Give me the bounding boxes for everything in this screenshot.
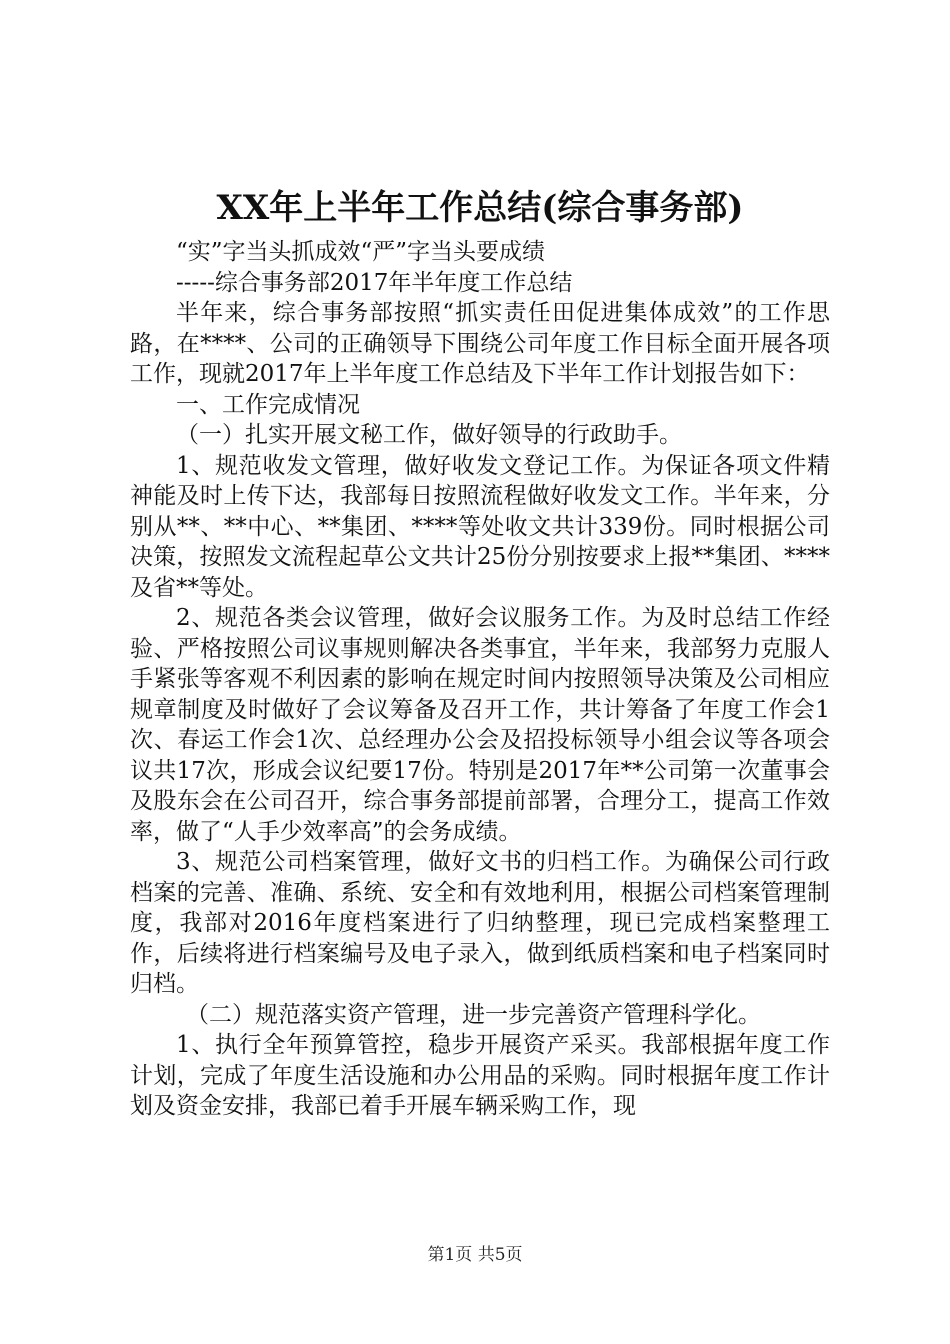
paragraph-item: 1、规范收发文管理，做好收发文登记工作。为保证各项文件精神能及时上传下达，我部每日按照流程做好收发文工作。半年来，分别从**、**中心、**集团、****等处收文共计339份。同时根据公司决策，按照发文流程起草公文共计25份分别按要求上报**集团、****及省**等处。 (130, 452, 830, 601)
document-body (130, 237, 830, 1122)
section-heading: 一、工作完成情况 (176, 391, 360, 418)
page-number-footer: 第1页 共5页 (427, 1245, 523, 1265)
subtitle-secondary: -----综合事务部2017年半年度工作总结 (176, 269, 573, 296)
paragraph-item: 2、规范各类会议管理，做好会议服务工作。为及时总结工作经验、严格按照公司议事规则解决各类事宜，半年来，我部努力克服人手紧张等客观不利因素的影响在规定时间内按照领导决策及公司相应规章制度及时做好了会议筹备及召开工作，共计筹备了年度工作会1次、春运工作会1次、总经理办公会及招投标领导小组会议等各项会议共17次，形成会议纪要17份。特别是2017年**公司第一次董事会及股东会在公司召开，综合事务部提前部署，合理分工，提高工作效率，做了“人手少效率高”的会务成绩。 (130, 605, 830, 845)
paragraph-item: 3、规范公司档案管理，做好文书的归档工作。为确保公司行政档案的完善、准确、系统、安全和有效地利用，根据公司档案管理制度，我部对2016年度档案进行了归纳整理，现已完成档案整理工作，后续将进行档案编号及电子录入，做到纸质档案和电子档案同时归档。 (130, 849, 830, 997)
subsection-heading: （一）扎实开展文秘工作，做好领导的行政助手。 (176, 422, 682, 448)
document-title: XX年上半年工作总结(综合事务部) (216, 188, 744, 228)
intro-paragraph: 半年来，综合事务部按照“抓实责任田促进集体成效”的工作思路，在****、公司的正确领导下围绕公司年度工作目标全面开展各项工作，现就2017年上半年度工作总结及下半年工作计划报告如下： (130, 300, 830, 387)
paragraph-item: 1、执行全年预算管控，稳步开展资产采买。我部根据年度工作计划，完成了年度生活设施和办公用品的采购。同时根据年度工作计划及资金安排，我部已着手开展车辆采购工作，现 (130, 1032, 830, 1119)
subsection-heading: （二）规范落实资产管理，进一步完善资产管理科学化。 (186, 1001, 761, 1028)
subtitle: “实”字当头抓成效“严”字当头要成绩 (176, 239, 546, 265)
